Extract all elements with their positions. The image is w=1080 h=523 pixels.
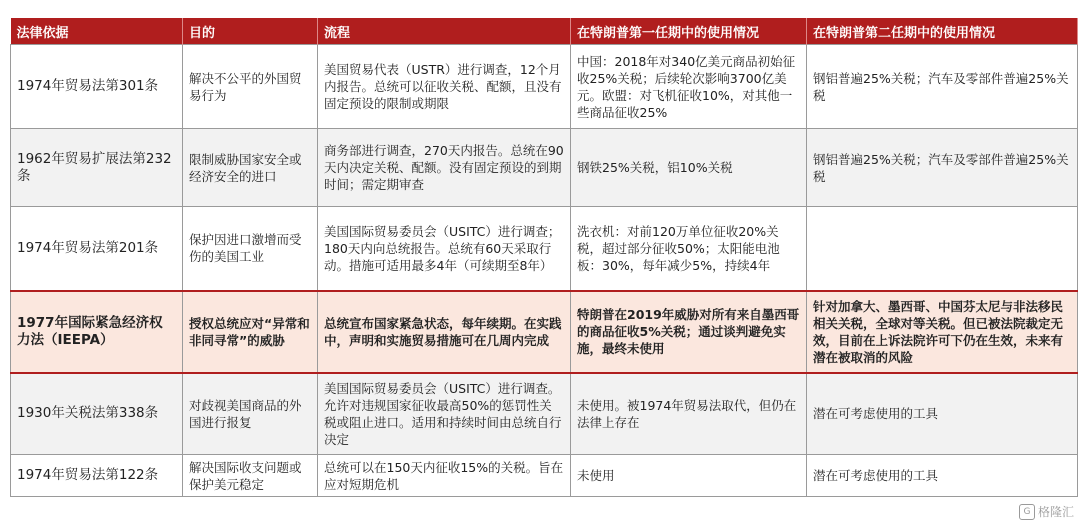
cell-first-term: 特朗普在2019年威胁对所有来自墨西哥的商品征收5%关税；通过谈判避免实施，最终未使用 <box>571 291 807 373</box>
table-row <box>11 207 1078 291</box>
table-row <box>11 45 1078 129</box>
cell-process: 总统可以在150天内征收15%的关税。旨在应对短期危机 <box>318 455 571 497</box>
header-process: 流程 <box>318 18 571 45</box>
cell-law: 1974年贸易法第122条 <box>11 455 183 497</box>
cell-first-term: 洗衣机：对前120万单位征收20%关税，超过部分征收50%；太阳能电池板：30%，每年减少5%，持续4年 <box>571 207 807 291</box>
cell-law: 1962年贸易扩展法第232条 <box>11 129 183 207</box>
header-second-term: 在特朗普第二任期中的使用情况 <box>807 18 1078 45</box>
cell-second-term: 潜在可考虑使用的工具 <box>807 373 1078 455</box>
cell-law: 1974年贸易法第301条 <box>11 45 183 129</box>
cell-process: 美国贸易代表（USTR）进行调查，12个月内报告。总统可以征收关税、配额，且没有固定预设的限制或期限 <box>318 45 571 129</box>
cell-purpose: 对歧视美国商品的外国进行报复 <box>183 373 318 455</box>
watermark-logo-icon: G <box>1019 504 1035 520</box>
watermark-text: 格隆汇 <box>1037 505 1074 519</box>
table-row <box>11 373 1078 455</box>
cell-purpose: 解决不公平的外国贸易行为 <box>183 45 318 129</box>
cell-first-term: 未使用。被1974年贸易法取代，但仍在法律上存在 <box>571 373 807 455</box>
cell-process: 总统宣布国家紧急状态，每年续期。在实践中，声明和实施贸易措施可在几周内完成 <box>318 291 571 373</box>
cell-purpose: 限制威胁国家安全或经济安全的进口 <box>183 129 318 207</box>
cell-law: 1974年贸易法第201条 <box>11 207 183 291</box>
table-header-row <box>11 18 1078 45</box>
cell-law: 1977年国际紧急经济权力法（IEEPA） <box>11 291 183 373</box>
table-row <box>11 455 1078 497</box>
cell-purpose: 解决国际收支问题或保护美元稳定 <box>183 455 318 497</box>
cell-second-term: 钢铝普遍25%关税；汽车及零部件普遍25%关税 <box>807 45 1078 129</box>
cell-purpose: 保护因进口激增而受伤的美国工业 <box>183 207 318 291</box>
cell-process: 美国国际贸易委员会（USITC）进行调查；180天内向总统报告。总统有60天采取行动。措施可适用最多4年（可续期至8年） <box>318 207 571 291</box>
cell-process: 美国国际贸易委员会（USITC）进行调查。允许对违规国家征收最高50%的惩罚性关税或阻止进口。适用和持续时间由总统自行决定 <box>318 373 571 455</box>
cell-second-term: 潜在可考虑使用的工具 <box>807 455 1078 497</box>
header-purpose: 目的 <box>183 18 318 45</box>
cell-first-term: 钢铁25%关税，铝10%关税 <box>571 129 807 207</box>
table-row <box>11 129 1078 207</box>
cell-second-term: 针对加拿大、墨西哥、中国芬太尼与非法移民相关关税，全球对等关税。但已被法院裁定无效，目前在上诉法院许可下仍在生效，未来有潜在被取消的风险 <box>807 291 1078 373</box>
header-first-term: 在特朗普第一任期中的使用情况 <box>571 18 807 45</box>
table-row-highlighted <box>11 291 1078 373</box>
cell-first-term: 中国：2018年对340亿美元商品初始征收25%关税；后续轮次影响3700亿美元。欧盟：对飞机征收10%，对其他一些商品征收25% <box>571 45 807 129</box>
legal-basis-table <box>10 18 1078 497</box>
cell-purpose: 授权总统应对“异常和非同寻常”的威胁 <box>183 291 318 373</box>
watermark <box>1019 503 1074 520</box>
header-law: 法律依据 <box>11 18 183 45</box>
cell-process: 商务部进行调查，270天内报告。总统在90天内决定关税、配额。没有固定预设的到期时间；需定期审查 <box>318 129 571 207</box>
cell-law: 1930年关税法第338条 <box>11 373 183 455</box>
cell-second-term <box>807 207 1078 291</box>
cell-first-term: 未使用 <box>571 455 807 497</box>
cell-second-term: 钢铝普遍25%关税；汽车及零部件普遍25%关税 <box>807 129 1078 207</box>
